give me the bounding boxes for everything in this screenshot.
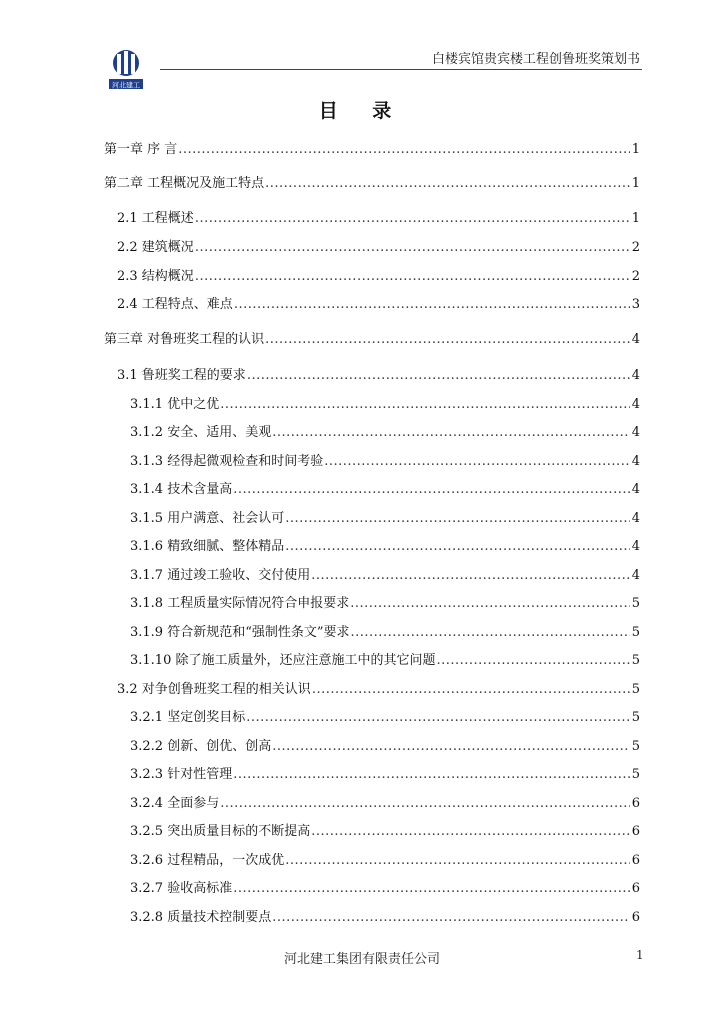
dot-leader — [195, 268, 630, 286]
toc-entry-page: 3 — [631, 297, 640, 312]
toc-entry-3-2-6[interactable] — [130, 852, 640, 870]
toc-entry-text: 2.1 工程概述 — [117, 211, 194, 226]
dot-leader — [233, 766, 630, 784]
toc-entry-page: 6 — [631, 824, 640, 839]
dot-leader — [265, 175, 630, 193]
toc-entry-text: 3.1.2 安全、适用、美观 — [130, 425, 272, 440]
toc-entry-page: 5 — [631, 653, 640, 668]
toc-entry-text: 3.1.8 工程质量实际情况符合申报要求 — [130, 596, 350, 611]
toc-entry-page: 6 — [631, 796, 640, 811]
toc-entry-3-1-7[interactable] — [130, 567, 640, 585]
dot-leader — [195, 210, 630, 228]
toc-entry-page: 1 — [631, 211, 640, 226]
toc-entry-page: 5 — [631, 596, 640, 611]
toc-entry-page: 2 — [631, 240, 640, 255]
toc-entry-3-1[interactable] — [117, 367, 640, 385]
toc-entry-3-1-2[interactable] — [130, 424, 640, 442]
toc-entry-text: 3.2.1 坚定创奖目标 — [130, 710, 246, 725]
dot-leader — [311, 823, 630, 841]
dot-leader — [350, 595, 630, 613]
toc-entry-page: 4 — [631, 454, 640, 469]
toc-entry-text: 3.2.7 验收高标准 — [130, 881, 233, 896]
toc-entry-page: 4 — [631, 539, 640, 554]
toc-entry-2-4[interactable] — [117, 296, 640, 314]
toc-entry-3-1-9[interactable] — [130, 624, 640, 642]
toc-entry-chapter-3[interactable] — [104, 331, 640, 349]
dot-leader — [285, 538, 630, 556]
dot-leader — [247, 367, 630, 385]
toc-entry-text: 3.1.4 技术含量高 — [130, 482, 233, 497]
toc-entry-page: 1 — [631, 142, 640, 157]
toc-entry-page: 5 — [631, 739, 640, 754]
toc-entry-text: 3.1.9 符合新规范和“强制性条文”要求 — [130, 625, 350, 640]
document-header-title: 白楼宾馆贵宾楼工程创鲁班奖策划书 — [431, 52, 640, 67]
toc-entry-2-1[interactable] — [117, 210, 640, 228]
toc-heading: 目 录 — [318, 100, 406, 122]
toc-entry-page: 5 — [631, 625, 640, 640]
toc-entry-text: 第一章 序 言 — [104, 142, 178, 157]
toc-entry-text: 2.3 结构概况 — [117, 269, 194, 284]
toc-entry-text: 2.4 工程特点、难点 — [117, 297, 233, 312]
dot-leader — [272, 424, 630, 442]
toc-entry-3-2-8[interactable] — [130, 909, 640, 927]
toc-entry-text: 3.2.2 创新、创优、创高 — [130, 739, 272, 754]
dot-leader — [233, 880, 630, 898]
toc-entry-page: 4 — [631, 482, 640, 497]
dot-leader — [285, 510, 630, 528]
dot-leader — [312, 681, 630, 699]
toc-entry-3-2-2[interactable] — [130, 738, 640, 756]
toc-entry-text: 3.1.7 通过竣工验收、交付使用 — [130, 568, 311, 583]
toc-entry-text: 3.2.5 突出质量目标的不断提高 — [130, 824, 311, 839]
toc-entry-3-1-10[interactable] — [130, 652, 640, 670]
toc-entry-3-2-1[interactable] — [130, 709, 640, 727]
toc-entry-text: 3.1.5 用户满意、社会认可 — [130, 511, 285, 526]
toc-entry-3-1-3[interactable] — [130, 453, 640, 471]
toc-entry-text: 2.2 建筑概况 — [117, 240, 194, 255]
toc-entry-3-1-1[interactable] — [130, 396, 640, 414]
toc-entry-text: 3.2.3 针对性管理 — [130, 767, 233, 782]
dot-leader — [220, 396, 630, 414]
dot-leader — [272, 738, 630, 756]
toc-entry-text: 3.1.1 优中之优 — [130, 397, 220, 412]
dot-leader — [311, 567, 630, 585]
toc-entry-page: 6 — [631, 910, 640, 925]
toc-entry-text: 3.2.8 质量技术控制要点 — [130, 910, 272, 925]
dot-leader — [178, 141, 629, 159]
toc-entry-text: 3.2 对争创鲁班奖工程的相关认识 — [117, 682, 311, 697]
toc-entry-text: 3.1.6 精致细腻、整体精品 — [130, 539, 285, 554]
toc-entry-page: 4 — [631, 332, 640, 347]
footer-company-name: 河北建工集团有限责任公司 — [283, 952, 440, 967]
toc-entry-page: 6 — [631, 881, 640, 896]
toc-entry-text: 3.1.3 经得起微观检查和时间考验 — [130, 454, 324, 469]
dot-leader — [233, 481, 630, 499]
toc-entry-3-2[interactable] — [117, 681, 640, 699]
dot-leader — [234, 296, 630, 314]
toc-entry-3-1-6[interactable] — [130, 538, 640, 556]
toc-entry-text: 3.2.4 全面参与 — [130, 796, 220, 811]
toc-entry-text: 3.2.6 过程精品，一次成优 — [130, 853, 285, 868]
dot-leader — [265, 331, 630, 349]
toc-entry-page: 5 — [631, 767, 640, 782]
toc-entry-2-3[interactable] — [117, 268, 640, 286]
toc-entry-page: 2 — [631, 269, 640, 284]
toc-entry-3-2-4[interactable] — [130, 795, 640, 813]
dot-leader — [272, 909, 630, 927]
toc-entry-text: 3.1 鲁班奖工程的要求 — [117, 368, 246, 383]
dot-leader — [351, 624, 630, 642]
toc-entry-3-2-7[interactable] — [130, 880, 640, 898]
dot-leader — [220, 795, 630, 813]
toc-entry-3-1-5[interactable] — [130, 510, 640, 528]
toc-entry-page: 1 — [631, 176, 640, 191]
toc-entry-page: 6 — [631, 853, 640, 868]
toc-entry-page: 4 — [631, 568, 640, 583]
toc-entry-page: 4 — [631, 397, 640, 412]
logo-text: 河北建工 — [112, 81, 140, 90]
dot-leader — [324, 453, 630, 471]
toc-entry-3-1-4[interactable] — [130, 481, 640, 499]
toc-entry-text: 3.1.10 除了施工质量外，还应注意施工中的其它问题 — [130, 653, 436, 668]
toc-entry-chapter-2[interactable] — [104, 175, 640, 193]
toc-entry-text: 第二章 工程概况及施工特点 — [104, 176, 265, 191]
toc-entry-3-2-3[interactable] — [130, 766, 640, 784]
toc-entry-page: 4 — [631, 511, 640, 526]
dot-leader — [436, 652, 629, 670]
toc-entry-3-2-5[interactable] — [130, 823, 640, 841]
toc-entry-text: 第三章 对鲁班奖工程的认识 — [104, 332, 265, 347]
toc-entry-2-2[interactable] — [117, 239, 640, 257]
dot-leader — [246, 709, 630, 727]
toc-entry-page: 5 — [631, 682, 640, 697]
toc-entry-3-1-8[interactable] — [130, 595, 640, 613]
toc-entry-page: 5 — [631, 710, 640, 725]
footer-page-number: 1 — [636, 948, 644, 962]
toc-entry-page: 4 — [631, 425, 640, 440]
toc-entry-page: 4 — [631, 368, 640, 383]
toc-entry-chapter-1[interactable] — [104, 141, 640, 159]
dot-leader — [195, 239, 630, 257]
dot-leader — [285, 852, 630, 870]
